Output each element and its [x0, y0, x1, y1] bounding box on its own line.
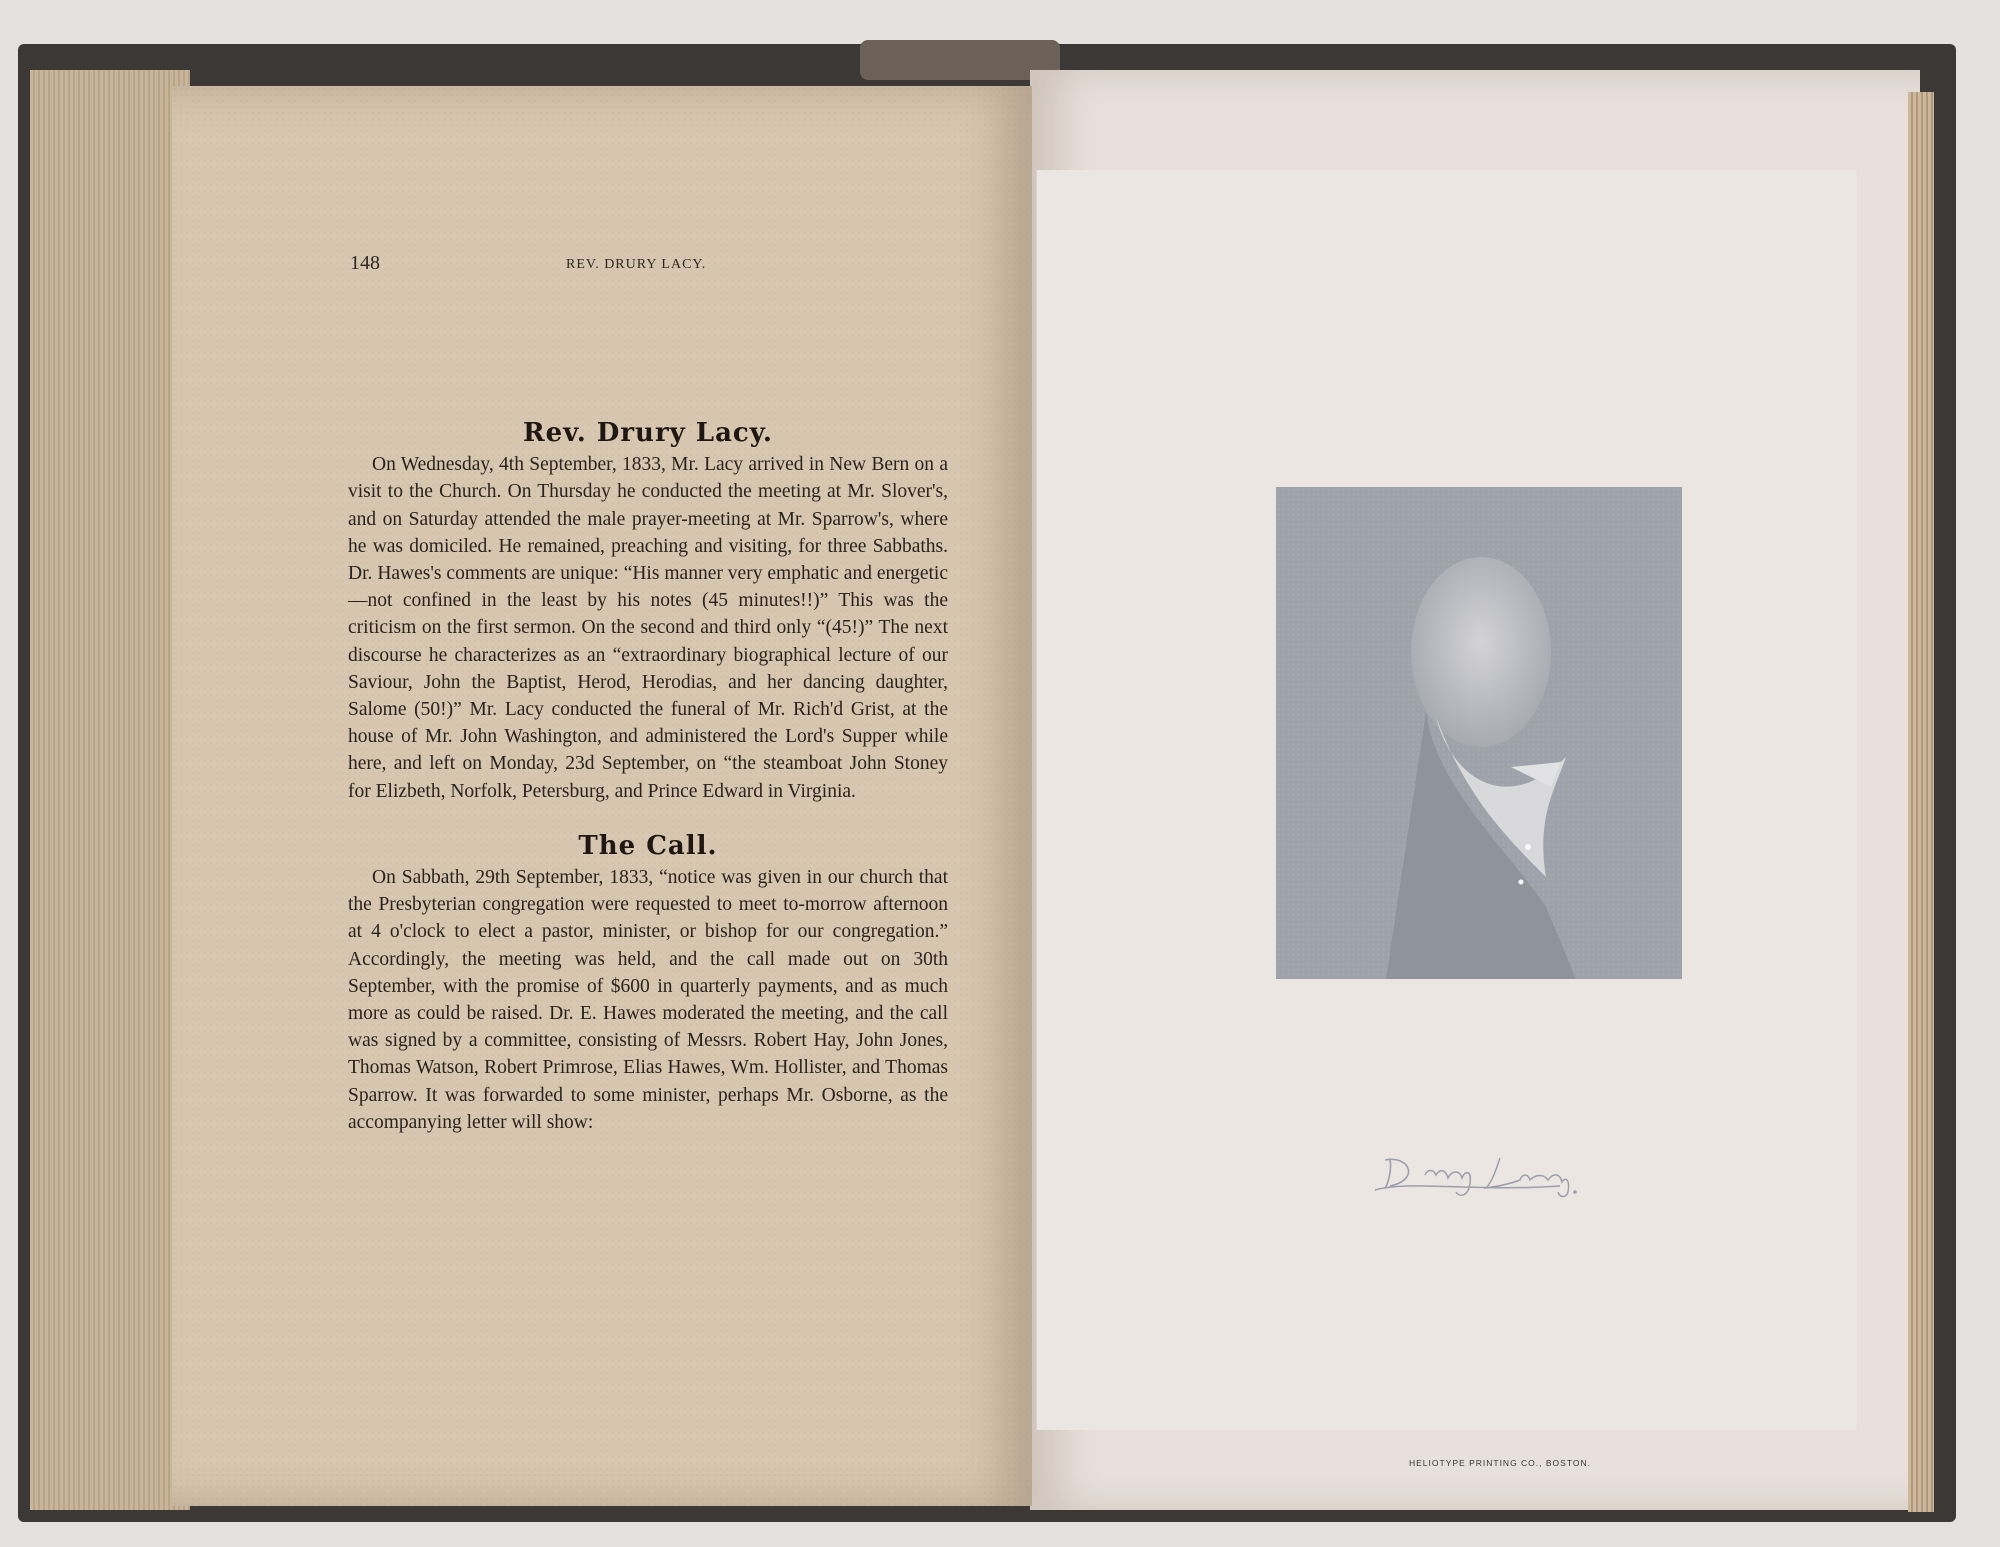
portrait-figure-icon [1276, 487, 1682, 979]
running-head [350, 252, 940, 276]
page-number: 148 [350, 252, 380, 274]
printer-imprint: HELIOTYPE PRINTING CO., BOSTON. [1409, 1458, 1591, 1468]
section-paragraph-rev-drury-lacy: On Wednesday, 4th September, 1833, Mr. Lacy arrived in New Bern on a visit to the Church. On Thursday he conducted the meeting at Mr. Slover's, and on Saturday attended the male prayer-meeting at Mr. Sparrow's, where he was domiciled. He remained, preaching and visiting, for three Sabbaths. Dr. Hawes's comments are unique: “His manner very emphatic and energetic—not confined in the least by his notes (45 minutes!!)” This was the criticism on the first sermon. On the second and third only “(45!)” The next discourse he characterizes as an “extraordinary biographical lecture of our Saviour, John the Baptist, Herod, Herodias, and her dancing daughter, Salome (50!)” Mr. Lacy conducted the funeral of Mr. Rich'd Grist, at the house of Mr. John Washington, and administered the Lord's Supper while here, and left on Monday, 23d September, on “the steamboat John Stoney for Elizbeth, Norfolk, Petersburg, and Prince Edward in Virginia. [348, 454, 948, 802]
body-text [348, 420, 948, 1136]
signature-icon [1370, 1140, 1620, 1200]
portrait-image [1276, 487, 1682, 979]
section-paragraph-the-call: On Sabbath, 29th September, 1833, “notice was given in our church that the Presbyterian congregation were requested to meet to-morrow afternoon at 4 o'clock to elect a pastor, minister, or bishop for our congregation.” Accordingly, the meeting was held, and the call made out on 30th September, with the promise of $600 in quarterly payments, and as much more as could be raised. Dr. E. Hawes moderated the meeting, and the call was signed by a committee, consisting of Messrs. Robert Hay, John Jones, Thomas Watson, Robert Primrose, Elias Hawes, Wm. Hollister, and Thomas Sparrow. It was forwarded to some minister, perhaps Mr. Osborne, as the accompanying letter will show: [348, 867, 948, 1133]
right-page-stack [1908, 92, 1934, 1512]
signature-drury-lacy [1370, 1140, 1620, 1200]
left-page-stack [30, 70, 190, 1510]
running-head-title: REV. DRURY LACY. [566, 257, 707, 272]
section-heading-rev-drury-lacy: Rev. Drury Lacy. [523, 418, 773, 448]
section-heading-the-call: The Call. [578, 830, 718, 861]
